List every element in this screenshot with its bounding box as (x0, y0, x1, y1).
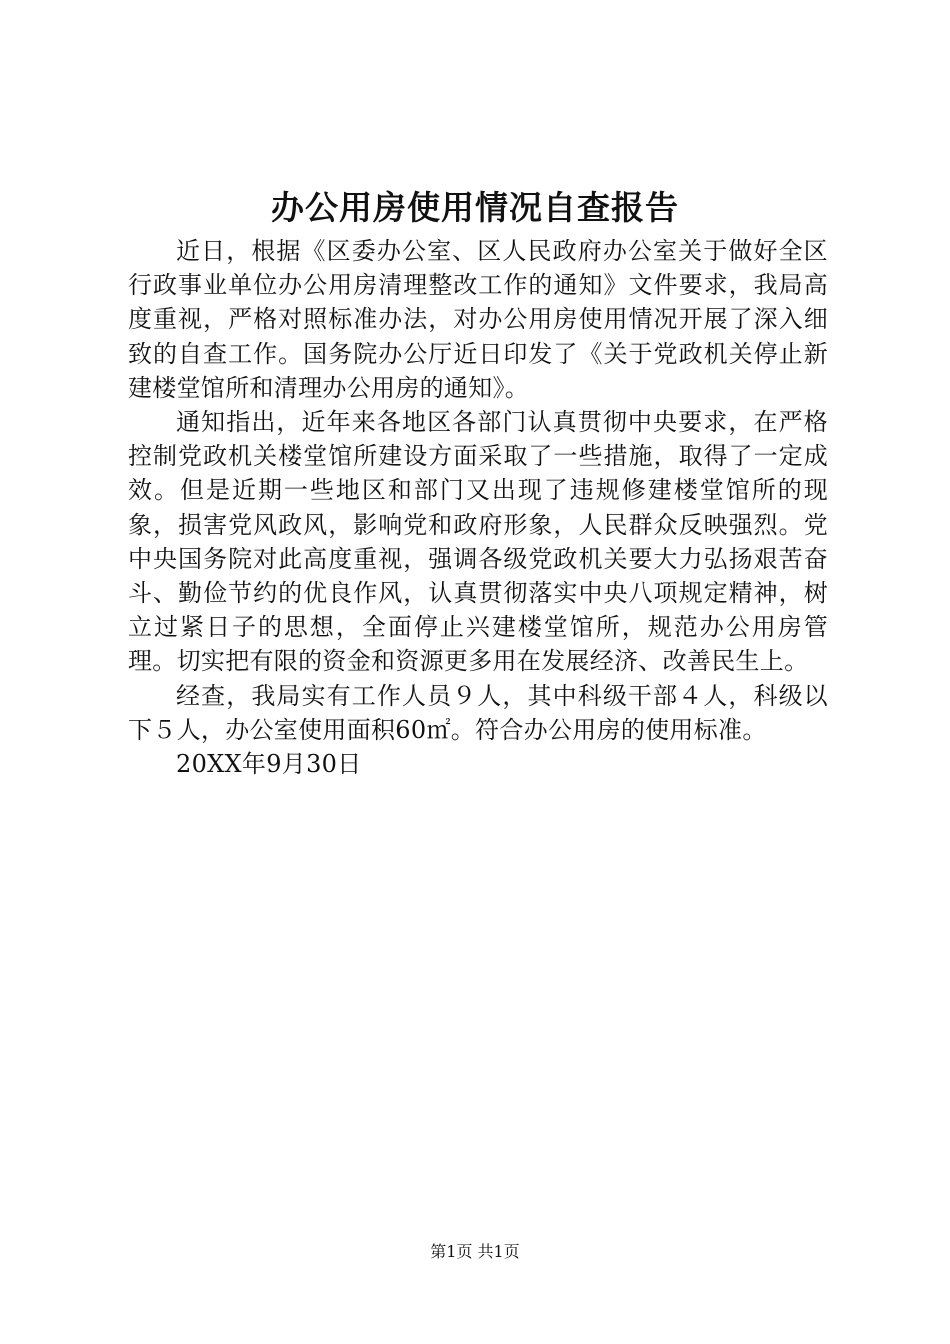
document-date: 20XX年9月30日 (176, 750, 362, 779)
document-title: 办公用房使用情况自查报告 (271, 188, 679, 227)
paragraph-2: 通知指出，近年来各地区各部门认真贯彻中央要求，在严格控制党政机关楼堂馆所建设方面采取了一些措施，取得了一定成效。但是近期一些地区和部门又出现了违规修建楼堂馆所的现象，损害党风政风，影响党和政府形象，人民群众反映强烈。党中央国务院对此高度重视，强调各级党政机关要大力弘扬艰苦奋斗、勤俭节约的优良作风，认真贯彻落实中央八项规定精神，树立过紧日子的思想，全面停止兴建楼堂馆所，规范办公用房管理。切实把有限的资金和资源更多用在发展经济、改善民生上。 (128, 408, 828, 676)
document-body (128, 234, 828, 781)
page-footer: 第1页 共1页 (430, 1242, 520, 1261)
paragraph-1: 近日，根据《区委办公室、区人民政府办公室关于做好全区行政事业单位办公用房清理整改工作的通知》文件要求，我局高度重视，严格对照标准办法，对办公用房使用情况开展了深入细致的自查工作。国务院办公厅近日印发了《关于党政机关停止新建楼堂馆所和清理办公用房的通知》。 (128, 237, 828, 402)
paragraph-3: 经查，我局实有工作人员９人，其中科级干部４人，科级以下５人，办公室使用面积60㎡。符合办公用房的使用标准。 (128, 681, 828, 744)
